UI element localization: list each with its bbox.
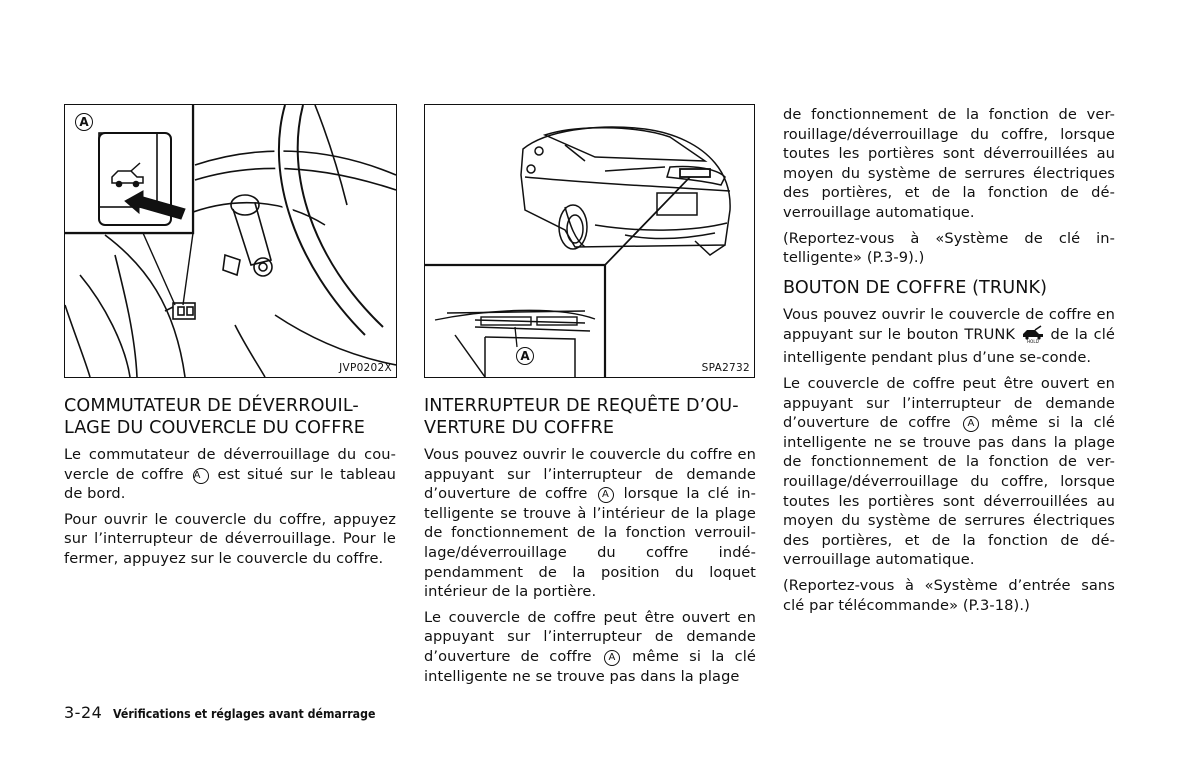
figure-trunk-request-switch <box>424 104 755 378</box>
text-span: même si la clé intelligente ne se trouve pas dans la plage de fonctionnement de la fonction de ver-rouillage/déverrouillage du coffre, lorsque toutes les portières sont déverrouillées au moyen du système de serrures électriques des portières, et de la fonction de dé-verrouillage automatique. <box>783 414 1115 569</box>
paragraph-request-switch-2 <box>424 608 756 686</box>
callout-a-icon: A <box>598 487 614 503</box>
paragraph-switch-location <box>64 445 396 504</box>
column-1 <box>64 396 396 575</box>
figure2-label-a: A <box>516 347 534 365</box>
column-3 <box>783 105 1115 621</box>
text-span: même si la clé intelligente ne se trouve pas dans la plage <box>424 647 756 685</box>
heading-line-1: INTERRUPTEUR DE REQUÊTE D’OU- <box>424 396 739 416</box>
text-line <box>64 465 396 485</box>
heading-trunk-request-switch <box>424 396 756 439</box>
paragraph-request-switch-1 <box>424 445 756 602</box>
text-span: Le couvercle de coffre peut être ouvert en appuyant sur l’interrupteur de demande d’ouverture de coffre <box>783 375 1115 432</box>
text-span: est situé sur le tableau <box>217 465 397 483</box>
callout-a-icon: A <box>604 650 620 666</box>
hold-label: HOLD <box>1026 338 1039 343</box>
text-span: Vous pouvez ouvrir le couvercle de coffre en appuyant sur le bouton TRUNK <box>783 306 1115 343</box>
column-2 <box>424 396 756 692</box>
paragraph-reference-2: (Reportez-vous à «Système d’entrée sans clé par télécommande» (P.3-18).) <box>783 576 1115 614</box>
figure1-label-a: A <box>75 113 93 131</box>
trunk-car-icon <box>1021 325 1045 343</box>
callout-a-icon: A <box>963 416 979 432</box>
paragraph-continued: de fonctionnement de la fonction de ver-rouillage/déverrouillage du coffre, lorsque toutes les portières sont déverrouillées au moyen du système de serrures électriques des portières, et de la fonction de dé-verrouillage automatique. <box>783 106 1115 221</box>
heading-line-2: VERTURE DU COFFRE <box>424 417 615 438</box>
section-title: Vérifications et réglages avant démarrage <box>113 706 376 721</box>
heading-trunk-button: BOUTON DE COFFRE (TRUNK) <box>783 277 1048 298</box>
text-line: de bord. <box>64 485 126 503</box>
heading-trunk-release-switch <box>64 396 396 439</box>
figure1-code: JVP0202X <box>339 362 392 374</box>
trunk-hold-icon <box>1021 325 1045 349</box>
figure2-code: SPA2732 <box>701 362 750 374</box>
text-span: Vous pouvez ouvrir le couvercle du coffre en appuyant sur l’interrupteur de demande d’ouverture de coffre <box>424 446 756 503</box>
text-span: vercle de coffre <box>64 465 184 483</box>
figure-trunk-release-switch <box>64 104 397 378</box>
callout-a-icon: A <box>193 468 209 484</box>
dashboard-illustration <box>65 105 396 377</box>
text-span: Le couvercle de coffre peut être ouvert en appuyant sur l’interrupteur de demande d’ouverture de coffre <box>424 608 756 665</box>
car-rear-illustration <box>425 105 754 377</box>
paragraph-open-close: Pour ouvrir le couvercle du coffre, appuyez sur l’interrupteur de déverrouillage. Pour le fermer, appuyez sur le couvercle du coffre. <box>64 510 396 567</box>
text-line: Le commutateur de déverrouillage du cou- <box>64 446 396 463</box>
text-span: de la clé intelligente pendant plus d’une se-conde. <box>783 325 1115 367</box>
page-footer <box>64 703 411 722</box>
text-span: lorsque la clé in-telligente se trouve à l’intérieur de la plage de fonctionnement de la fonction verrouil-lage/déverrouillage du coffre indé-pendamment de la position du loquet intérieur de la portière. <box>424 485 756 601</box>
heading-line-2: LAGE DU COUVERCLE DU COFFRE <box>64 417 366 438</box>
paragraph-reference-1: (Reportez-vous à «Système de clé in-telligente» (P.3-9).) <box>783 229 1115 267</box>
page-number: 3-24 <box>64 703 103 722</box>
paragraph-trunk-open-2 <box>783 374 1115 570</box>
heading-line-1: COMMUTATEUR DE DÉVERROUIL- <box>64 396 359 416</box>
paragraph-trunk-button <box>783 305 1115 368</box>
